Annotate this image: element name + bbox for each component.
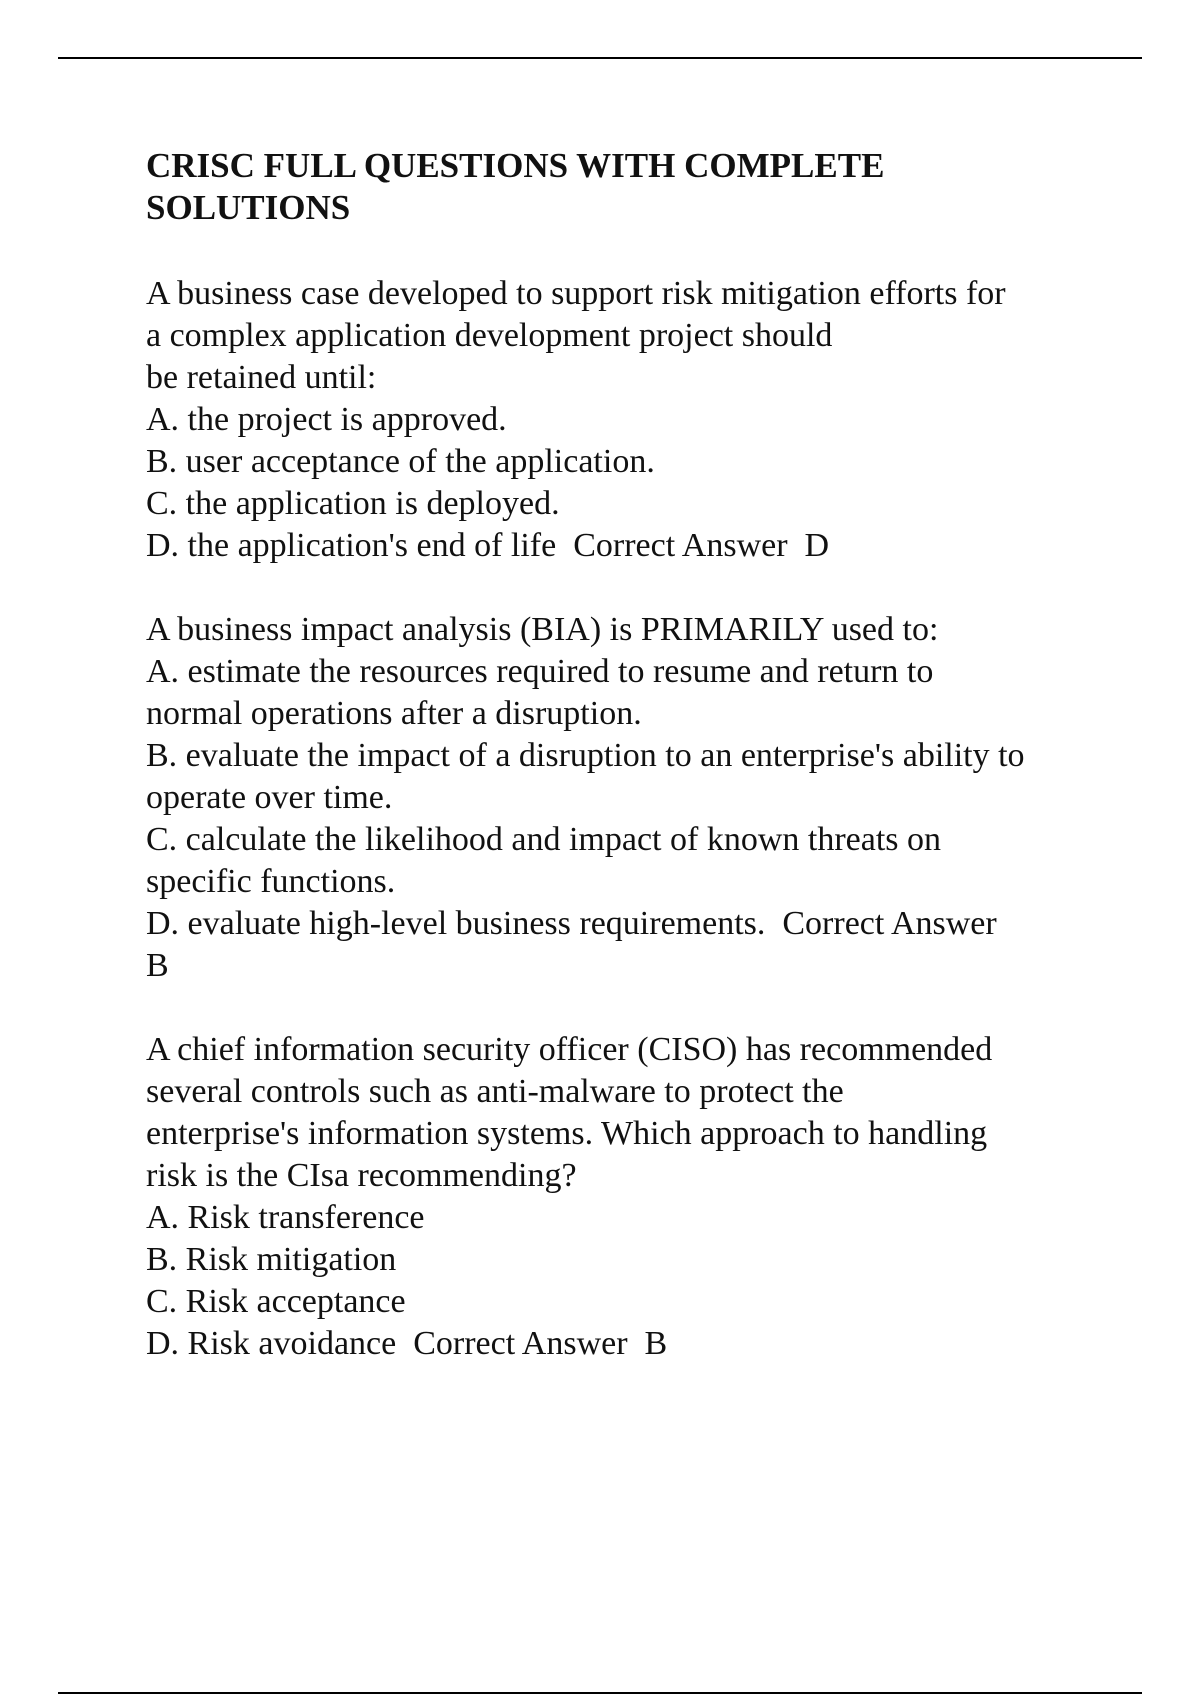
question-3-line: several controls such as anti-malware to protect the <box>146 1073 844 1110</box>
bottom-divider <box>58 1692 1142 1694</box>
question-1-option-d-answer: D. the application's end of life Correct Answer D <box>146 527 830 564</box>
document-title-line-1: CRISC FULL QUESTIONS WITH COMPLETE <box>146 146 885 185</box>
question-1-line: a complex application development project should <box>146 317 833 354</box>
question-1-line: be retained until: <box>146 359 377 396</box>
question-2-answer: B <box>146 947 169 984</box>
question-3-option-b: B. Risk mitigation <box>146 1241 397 1278</box>
question-3-line: risk is the CIsa recommending? <box>146 1157 577 1194</box>
question-2-line: A business impact analysis (BIA) is PRIMARILY used to: <box>146 611 939 648</box>
question-2-option-b: B. evaluate the impact of a disruption to an enterprise's ability to <box>146 737 1025 774</box>
question-3 <box>146 1029 1096 1365</box>
question-3-line: A chief information security officer (CISO) has recommended <box>146 1031 993 1068</box>
question-3-option-c: C. Risk acceptance <box>146 1283 406 1320</box>
question-2-option-d: D. evaluate high-level business requirements. Correct Answer <box>146 905 997 942</box>
question-1-line: A business case developed to support risk mitigation efforts for <box>146 275 1006 312</box>
question-1 <box>146 273 1096 567</box>
question-3-line: enterprise's information systems. Which approach to handling <box>146 1115 988 1152</box>
question-2-option-a-cont: normal operations after a disruption. <box>146 695 642 732</box>
question-3-option-a: A. Risk transference <box>146 1199 425 1236</box>
question-1-option-b: B. user acceptance of the application. <box>146 443 655 480</box>
document-title <box>146 145 1096 229</box>
question-2-option-a: A. estimate the resources required to resume and return to <box>146 653 934 690</box>
question-2-option-c-cont: specific functions. <box>146 863 396 900</box>
document-body <box>146 145 1096 1407</box>
question-2 <box>146 609 1096 987</box>
question-2-option-c: C. calculate the likelihood and impact of known threats on <box>146 821 941 858</box>
top-divider <box>58 57 1142 59</box>
question-1-option-a: A. the project is approved. <box>146 401 507 438</box>
question-1-option-c: C. the application is deployed. <box>146 485 560 522</box>
question-2-option-b-cont: operate over time. <box>146 779 393 816</box>
document-title-line-2: SOLUTIONS <box>146 188 351 227</box>
question-3-option-d-answer: D. Risk avoidance Correct Answer B <box>146 1325 668 1362</box>
